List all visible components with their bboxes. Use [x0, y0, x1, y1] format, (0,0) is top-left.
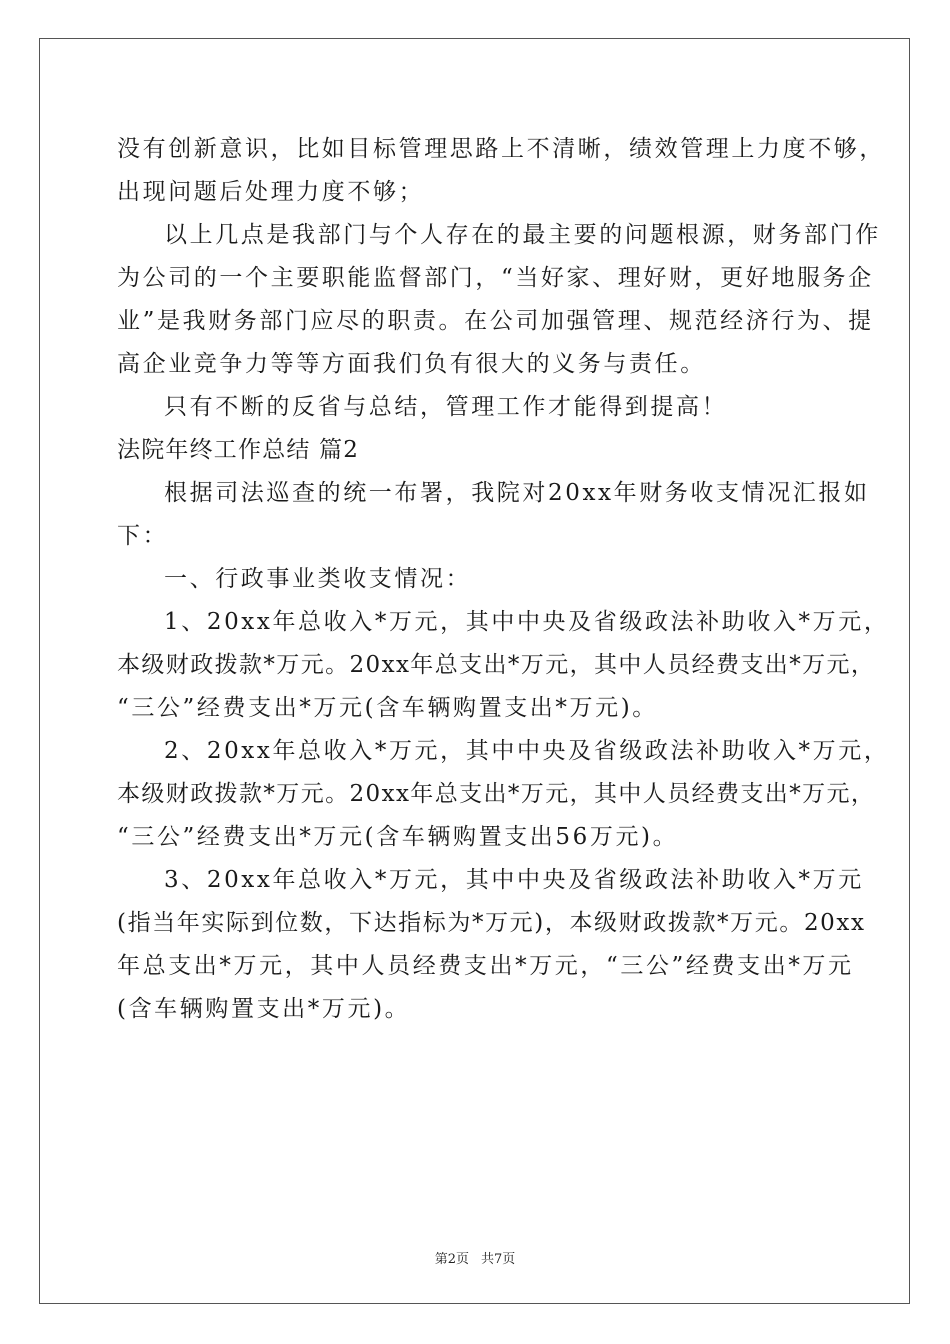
paragraph-line: (指当年实际到位数，下达指标为*万元)，本级财政拨款*万元。20xx — [117, 910, 866, 936]
paragraph-line: 为公司的一个主要职能监督部门，“当好家、理好财，更好地服务企 — [117, 265, 874, 291]
paragraph-line: 出现问题后处理力度不够； — [117, 179, 425, 205]
paragraph-line: 只有不断的反省与总结，管理工作才能得到提高！ — [164, 394, 728, 420]
paragraph-line: 年总支出*万元，其中人员经费支出*万元，“三公”经费支出*万元 — [117, 953, 854, 979]
paragraph-line: 2、20xx年总收入*万元，其中中央及省级政法补助收入*万元， — [164, 738, 890, 764]
page-number: 第2页 — [434, 1252, 469, 1267]
section-heading: 法院年终工作总结 篇2 — [117, 437, 360, 463]
paragraph-line: 业”是我财务部门应尽的职责。在公司加强管理、规范经济行为、提 — [117, 308, 874, 334]
paragraph-line: 1、20xx年总收入*万元，其中中央及省级政法补助收入*万元， — [164, 609, 890, 635]
paragraph-line: (含车辆购置支出*万元)。 — [117, 996, 411, 1022]
paragraph-line: 本级财政拨款*万元。20xx年总支出*万元，其中人员经费支出*万元， — [117, 652, 876, 678]
paragraph-line: “三公”经费支出*万元(含车辆购置支出*万元)。 — [117, 695, 658, 721]
subsection-heading: 一、行政事业类收支情况： — [164, 566, 472, 592]
paragraph-line: “三公”经费支出*万元(含车辆购置支出56万元)。 — [117, 824, 679, 850]
paragraph-line: 3、20xx年总收入*万元，其中中央及省级政法补助收入*万元 — [164, 867, 864, 893]
document-body — [117, 128, 890, 1031]
paragraph-line: 以上几点是我部门与个人存在的最主要的问题根源，财务部门作 — [164, 222, 881, 248]
paragraph-line: 没有创新意识，比如目标管理思路上不清晰，绩效管理上力度不够， — [117, 136, 885, 162]
page-footer — [0, 1248, 950, 1267]
paragraph-line: 本级财政拨款*万元。20xx年总支出*万元，其中人员经费支出*万元， — [117, 781, 876, 807]
paragraph-line: 根据司法巡查的统一布署，我院对20xx年财务收支情况汇报如 — [164, 480, 870, 506]
page-total: 共7页 — [481, 1252, 516, 1267]
paragraph-line: 高企业竞争力等等方面我们负有很大的义务与责任。 — [117, 351, 706, 377]
paragraph-line: 下： — [117, 523, 169, 549]
